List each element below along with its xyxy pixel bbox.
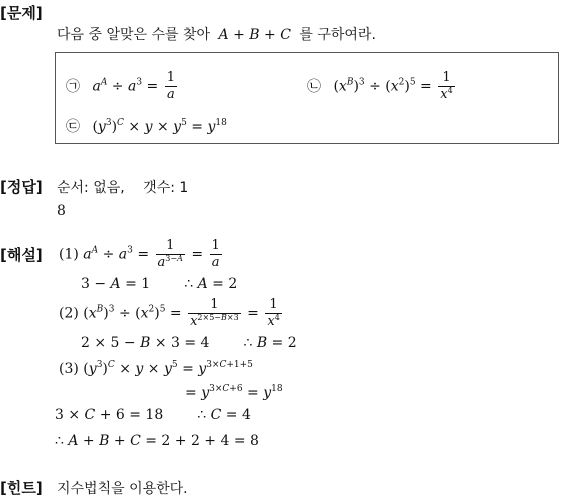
answer-order: 순서: 없음, [57,180,125,196]
choice-b-fraction: $\frac{1}{x^4}$ [440,70,453,102]
answer-meta [57,177,188,197]
choice-b: ㉡ $(x^B)^3 \div (x^2)^5$ = $\frac{1}{x^4}$ [307,70,453,102]
choice-b-mark: ㉡ [307,78,321,95]
solution-step2: (2) $(x^B)^3 \div (x^2)^5$ = $\frac{1}{x^{2\times 5-B\times 3}}$ = $\frac{1}{x^4}$ [59,297,280,329]
answer-value: 8 [57,203,66,219]
answer-label: [정답] [0,178,43,196]
solution-step3: (3) $(y^3)^C \times y \times y^5 = y^{3\times C+1+5}$ [59,360,253,377]
problem-text-before: 다음 중 알맞은 수를 찾아 [57,27,211,43]
solution-step1: (1) $a^A \div a^3$ = $\frac{1}{a^{3-A}}$ = $\frac{1}{a}$ [59,238,220,270]
solution-step3-result: 3 × C + 6 = 18 ∴ C = 4 [55,407,251,423]
solution-step1-result: 3 − A = 1 ∴ A = 2 [81,276,238,292]
problem-label: [문제] [0,4,43,22]
solution-step3-line2: = $y^{3\times C+6} = y^{18}$ [185,384,283,401]
problem-text-after: 를 구하여라. [299,27,376,43]
choice-c: ㉢ $(y^3)^C \times y \times y^5 = y^{18}$ [66,118,227,135]
step3-label: (3) [59,361,79,377]
hint-label: [힌트] [0,479,43,497]
step2-label: (2) [59,305,79,322]
solution-label: [해설] [0,246,43,264]
choice-c-mark: ㉢ [66,119,80,135]
choice-a: ㉠ $a^A \div a^3$ = $\frac{1}{a}$ [66,70,175,102]
step1-label: (1) [59,246,79,263]
hint-text: 지수법칙을 이용한다. [57,481,188,497]
choice-a-fraction: $\frac{1}{a}$ [166,70,175,102]
solution-step2-result: 2 × 5 − B × 3 = 4 ∴ B = 2 [81,335,297,351]
answer-count: 갯수: 1 [143,180,189,196]
problem-expression: A + B + C [218,27,291,43]
choice-a-mark: ㉠ [66,78,80,95]
solution-final: ∴ A + B + C = 2 + 2 + 4 = 8 [55,433,259,449]
problem-statement [57,24,376,44]
